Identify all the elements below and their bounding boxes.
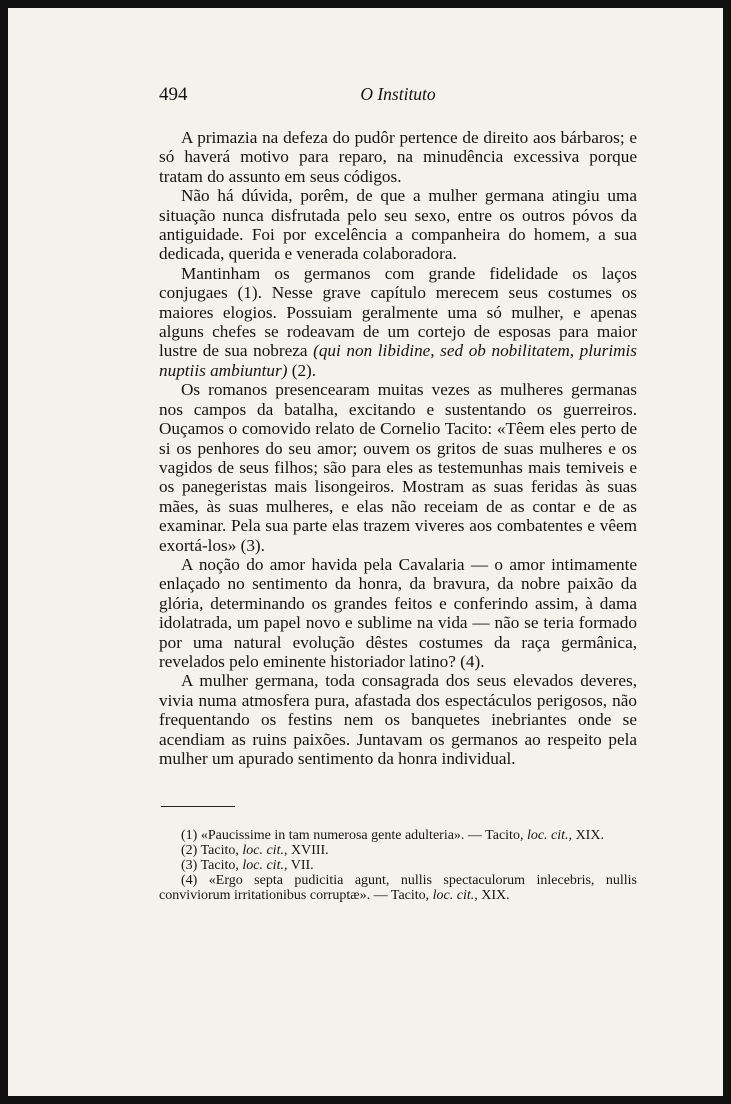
text-run: XVIII. bbox=[287, 843, 329, 859]
text-run: Mantinham os germanos com grande fidelidade os laços conjugaes (1). Nesse grave capítulo merecem seus costumes os maiores elogios. Possuiam geralmente uma só mulher, e apenas alguns chefes se rodeavam de um cortejo de esposas para maior lustre de sua nobreza bbox=[159, 263, 637, 361]
scanned-page bbox=[8, 8, 723, 1096]
text-run: Os romanos presencearam muitas vezes as mulheres germanas nos campos da batalha, excitando e sustentando os guerreiros. Ouçamos o comovido relato de Cornelio Tacito: «Têem eles perto de si os penhores do seu amor; ouvem os gritos de suas mulheres e os vagidos de seus filhos; são para eles as testemunhas mais temiveis e os panegeristas mais lisongeiros. Mostram as suas feridas às suas mães, às suas mulheres, e elas não receiam de as contar e de as examinar. Pela sua parte elas trazem viveres aos combatentes e vêem exortá-los» (3). bbox=[159, 380, 637, 555]
paragraph bbox=[159, 128, 637, 186]
text-run: XIX. bbox=[477, 887, 510, 903]
text-run: (2) Tacito, bbox=[181, 843, 243, 859]
paragraph bbox=[159, 555, 637, 671]
text-block bbox=[159, 80, 637, 903]
footnote-divider bbox=[161, 806, 235, 807]
footnote bbox=[159, 829, 637, 844]
paragraph bbox=[159, 186, 637, 264]
footnote bbox=[159, 844, 637, 859]
citation: loc. cit., bbox=[242, 858, 288, 873]
text-run: A noção do amor havida pela Cavalaria — o amor intimamente enlaçado no sentimento da honra, da bravura, da nobre paixão da glória, determinando os grandes feitos e conferindo assim, à dama idolatrada, um papel novo e sublime na vida — não se teria formado por uma natural evolução dêstes costumes da raça germânica, revelados pelo eminente historiador latino? (4). bbox=[159, 554, 637, 671]
text-run: (1) «Paucissime in tam numerosa gente adulteria». — Tacito, bbox=[181, 828, 527, 844]
text-run: VII. bbox=[287, 858, 314, 873]
citation: loc. cit., bbox=[526, 828, 573, 844]
text-run: XIX. bbox=[572, 828, 604, 844]
text-run: A mulher germana, toda consagrada dos seus elevados deveres, vivia numa atmosfera pura, afastada dos espectáculos perigosos, não frequentando os festins nem os banquetes inebriantes onde se acendiam as ruins paixões. Juntavam os germanos ao respeito pela mulher um apurado sentimento da honra individual. bbox=[159, 671, 637, 768]
text-run: Não há dúvida, porêm, de que a mulher germana atingiu uma situação nunca disfrutada pelo seu sexo, entre os outros póvos da antiguidade. Foi por excelência a companheira do homem, a sua dedicada, querida e venerada colaboradora. bbox=[159, 186, 637, 264]
body-text bbox=[159, 128, 637, 768]
latin-quote: (qui non libidine, sed ob nobilitatem, plurimis nuptiis ambiuntur) bbox=[159, 341, 637, 380]
text-run: (2). bbox=[287, 360, 317, 380]
paragraph bbox=[159, 264, 637, 380]
footnotes bbox=[159, 829, 637, 903]
running-title: O Instituto bbox=[360, 84, 436, 104]
text-run: (3) Tacito, bbox=[181, 858, 243, 873]
paragraph bbox=[159, 380, 637, 555]
text-run: A primazia na defeza do pudôr pertence de direito aos bárbaros; e só haverá motivo para reparo, na minudência excessiva porque tratam do assunto em seus códigos. bbox=[159, 128, 637, 186]
citation: loc. cit., bbox=[242, 843, 288, 859]
text-run: (4) «Ergo septa pudicitia agunt, nullis spectaculorum inlecebris, nullis conviviorum irritationibus corruptæ». — Tacito, bbox=[159, 872, 637, 903]
page-number: 494 bbox=[159, 84, 188, 105]
footnote bbox=[159, 859, 637, 874]
page-header bbox=[159, 80, 637, 110]
citation: loc. cit., bbox=[432, 887, 478, 903]
paragraph bbox=[159, 671, 637, 768]
footnote bbox=[159, 874, 637, 904]
